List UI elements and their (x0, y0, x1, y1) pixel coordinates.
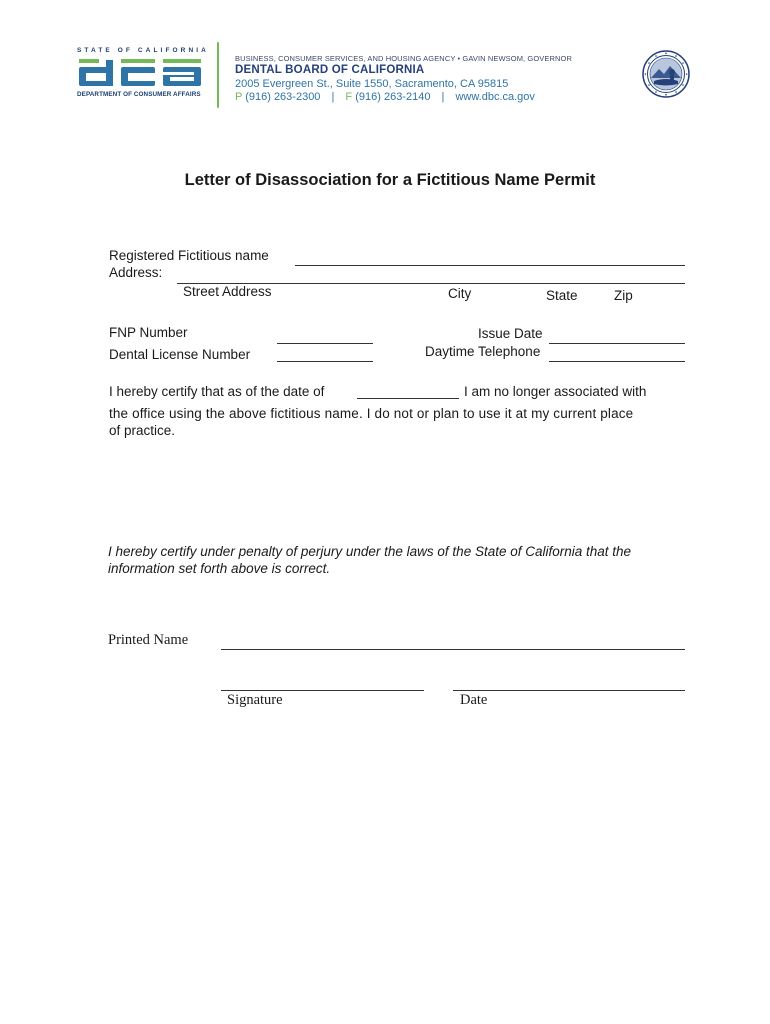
contact-line (235, 91, 535, 103)
registered-name-field[interactable] (295, 265, 685, 266)
separator: | (331, 91, 335, 103)
perjury-statement-line-1: I hereby certify under penalty of perjury under the laws of the State of California that the (108, 544, 632, 559)
signature-field[interactable] (221, 690, 424, 691)
dental-license-field[interactable] (277, 361, 373, 362)
certify-text-start: I hereby certify that as of the date of (109, 384, 325, 399)
date-field[interactable] (453, 690, 685, 691)
phone-label: P (235, 91, 243, 103)
address-label: Address: (109, 265, 163, 280)
street-address-label: Street Address (183, 284, 272, 299)
website-link[interactable]: www.dbc.ca.gov (455, 91, 535, 103)
california-state-seal-icon (642, 50, 690, 98)
certify-text-line-2: the office using the above fictitious name. I do not or plan to use it at my current place (109, 406, 634, 421)
form-title: Letter of Disassociation for a Fictitious Name Permit (184, 171, 596, 189)
signature-label: Signature (227, 692, 283, 708)
dental-license-label: Dental License Number (109, 347, 251, 362)
issue-date-label: Issue Date (478, 326, 543, 341)
city-label: City (448, 286, 472, 301)
daytime-telephone-label: Daytime Telephone (425, 344, 541, 359)
printed-name-field[interactable] (221, 649, 685, 650)
dca-logo (77, 58, 203, 88)
certify-text-middle: I am no longer associated with (464, 384, 647, 399)
certify-text-line-3: of practice. (109, 423, 176, 438)
separator: | (441, 91, 445, 103)
registered-name-label: Registered Fictitious name (109, 248, 269, 263)
perjury-statement-line-2: information set forth above is correct. (108, 561, 331, 576)
issue-date-field[interactable] (549, 343, 685, 344)
fax-number: (916) 263-2140 (355, 91, 431, 103)
board-address: 2005 Evergreen St., Suite 1550, Sacramento, CA 95815 (235, 78, 509, 90)
date-label: Date (460, 692, 488, 708)
department-of-consumer-affairs-text: DEPARTMENT OF CONSUMER AFFAIRS (77, 91, 201, 98)
printed-name-label: Printed Name (108, 632, 189, 648)
state-of-california-text: STATE OF CALIFORNIA (77, 47, 209, 54)
disassociation-date-field[interactable] (357, 398, 459, 399)
phone-number: (916) 263-2300 (245, 91, 321, 103)
fax-label: F (345, 91, 353, 103)
fnp-number-field[interactable] (277, 343, 373, 344)
fnp-number-label: FNP Number (109, 325, 188, 340)
daytime-telephone-field[interactable] (549, 361, 685, 362)
agency-line: BUSINESS, CONSUMER SERVICES, AND HOUSING AGENCY • GAVIN NEWSOM, GOVERNOR (235, 54, 572, 63)
header-divider (217, 42, 219, 108)
board-name: DENTAL BOARD OF CALIFORNIA (235, 64, 425, 76)
state-label: State (546, 288, 578, 303)
zip-label: Zip (614, 288, 633, 303)
